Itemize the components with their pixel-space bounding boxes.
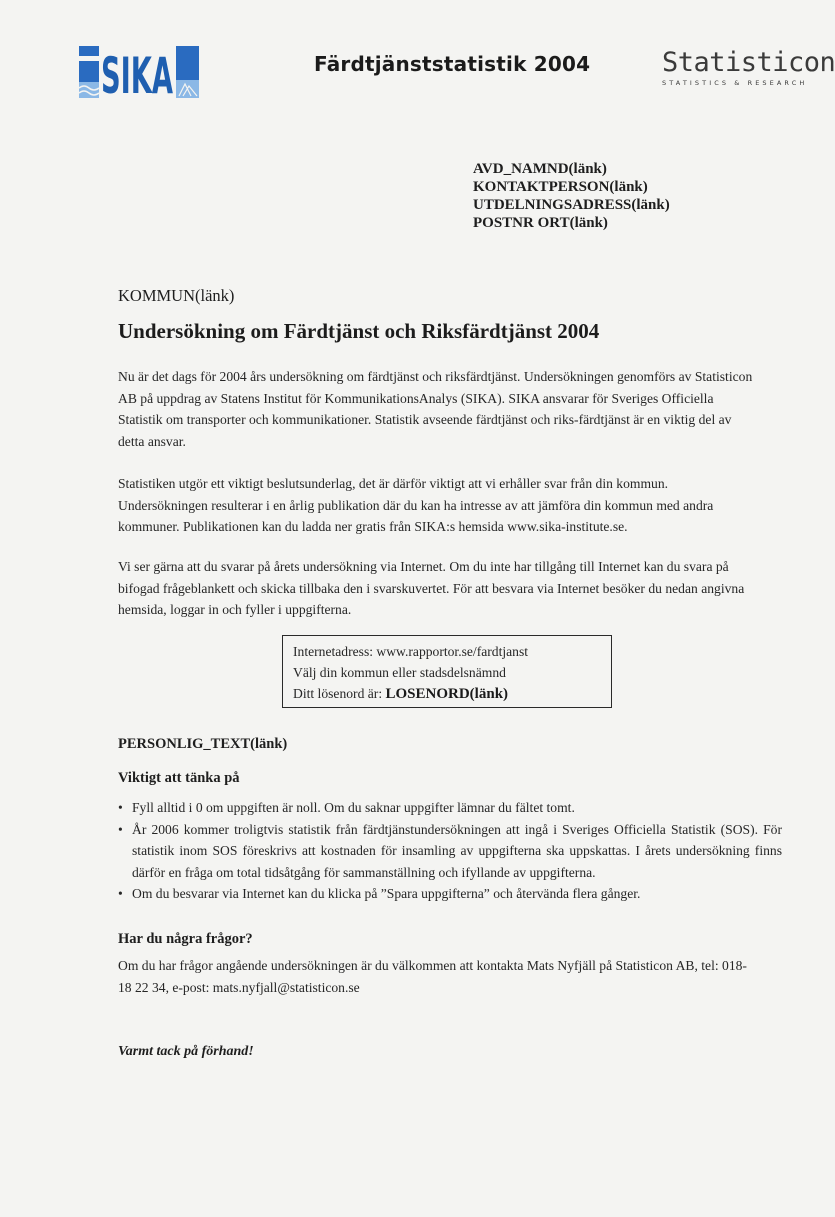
letter-title: Undersökning om Färdtjänst och Riksfärdtjänst 2004 — [118, 319, 600, 343]
intro-paragraph: Nu är det dags för 2004 års undersökning om färdtjänst och riksfärdtjänst. Undersökningen genomförs av Statisticon AB på uppdrag av Statens Institut för KommunikationsAnalys (SIKA). SIKA ansvarar för Sveriges Officiella Statistik om transporter och kommunikationer. Statistik avseende färdtjänst och riks-färdtjänst är en viktig del av detta ansvar. — [118, 369, 753, 449]
address-postal-city: POSTNR ORT(länk) — [473, 215, 608, 231]
brand-name: Statisticon — [662, 47, 835, 78]
brand-tagline: STATISTICS & RESEARCH — [662, 79, 808, 87]
sika-logo-text: SIKA — [101, 47, 174, 105]
address-street: UTDELNINGSADRESS(länk) — [473, 197, 670, 213]
address-department: AVD_NAMND(länk) — [473, 161, 607, 177]
password-value: LOSENORD(länk) — [385, 686, 509, 702]
response-paragraph: Vi ser gärna att du svarar på årets undersökning via Internet. Om du inte har tillgång till Internet kan du svara på bifogad frågeblankett och skicka tillbaka den i svarskuvertet. För att besvara via Internet besöker du nedan angivna hemsida, loggar in och fyller i uppgifterna. — [118, 559, 745, 617]
select-kommun-instruction: Välj din kommun eller stadsdelsnämnd — [293, 665, 506, 680]
bullet-icon: • — [118, 821, 123, 837]
purpose-paragraph: Statistiken utgör ett viktigt beslutsunderlag, det är därför viktigt att vi erhåller svar från din kommun. Undersökningen resulterar i en årlig publikation där du kan ha intresse av att jämföra din kommun med andra kommuner. Publikationen kan du ladda ner gratis från SIKA:s hemsida www.sika-institute.se. — [118, 476, 714, 534]
password-label: Ditt lösenord är: — [293, 686, 386, 701]
important-heading: Viktigt att tänka på — [118, 770, 240, 786]
bullet-icon: • — [118, 886, 123, 901]
login-info-box — [282, 635, 612, 708]
list-item — [118, 797, 782, 819]
list-item-text: År 2006 kommer troligtvis statistik från färdtjänstundersökningen att ingå i Sveriges Officiella Statistik (SOS). För statistik inom SOS föreskrivs att kostnaden för insamling av uppgifterna ska uppskattas. I årets undersökning finns därför en fråga om total tidsåtgång för sammanställning och ifyllande av uppgifterna. — [132, 821, 782, 880]
questions-heading: Har du några frågor? — [118, 931, 253, 947]
list-item-text: Fyll alltid i 0 om uppgiften är noll. Om du saknar uppgifter lämnar du fältet tomt. — [132, 800, 575, 815]
header-title: Färdtjänststatistik 2004 — [314, 52, 591, 76]
list-item — [118, 819, 782, 884]
bullet-icon: • — [118, 800, 123, 815]
address-contact-person: KONTAKTPERSON(länk) — [473, 179, 648, 195]
statisticon-brand — [662, 48, 835, 87]
contact-paragraph: Om du har frågor angående undersökningen är du välkommen att kontakta Mats Nyfjäll på Statisticon AB, tel: 018-18 22 34, e-post: mats.nyfjall@statisticon.se — [118, 958, 747, 995]
password-line — [293, 683, 611, 705]
sika-logo — [79, 46, 199, 105]
closing-greeting: Varmt tack på förhand! — [118, 1044, 254, 1059]
recipient-address — [473, 160, 670, 232]
list-item-text: Om du besvarar via Internet kan du klicka på ”Spara uppgifterna” och återvända flera gånger. — [132, 886, 641, 901]
internet-address: Internetadress: www.rapportor.se/fardtjanst — [293, 644, 529, 659]
list-item — [118, 883, 782, 905]
personal-text-field: PERSONLIG_TEXT(länk) — [118, 736, 288, 752]
important-list — [118, 797, 782, 905]
kommun-field: KOMMUN(länk) — [118, 286, 235, 305]
